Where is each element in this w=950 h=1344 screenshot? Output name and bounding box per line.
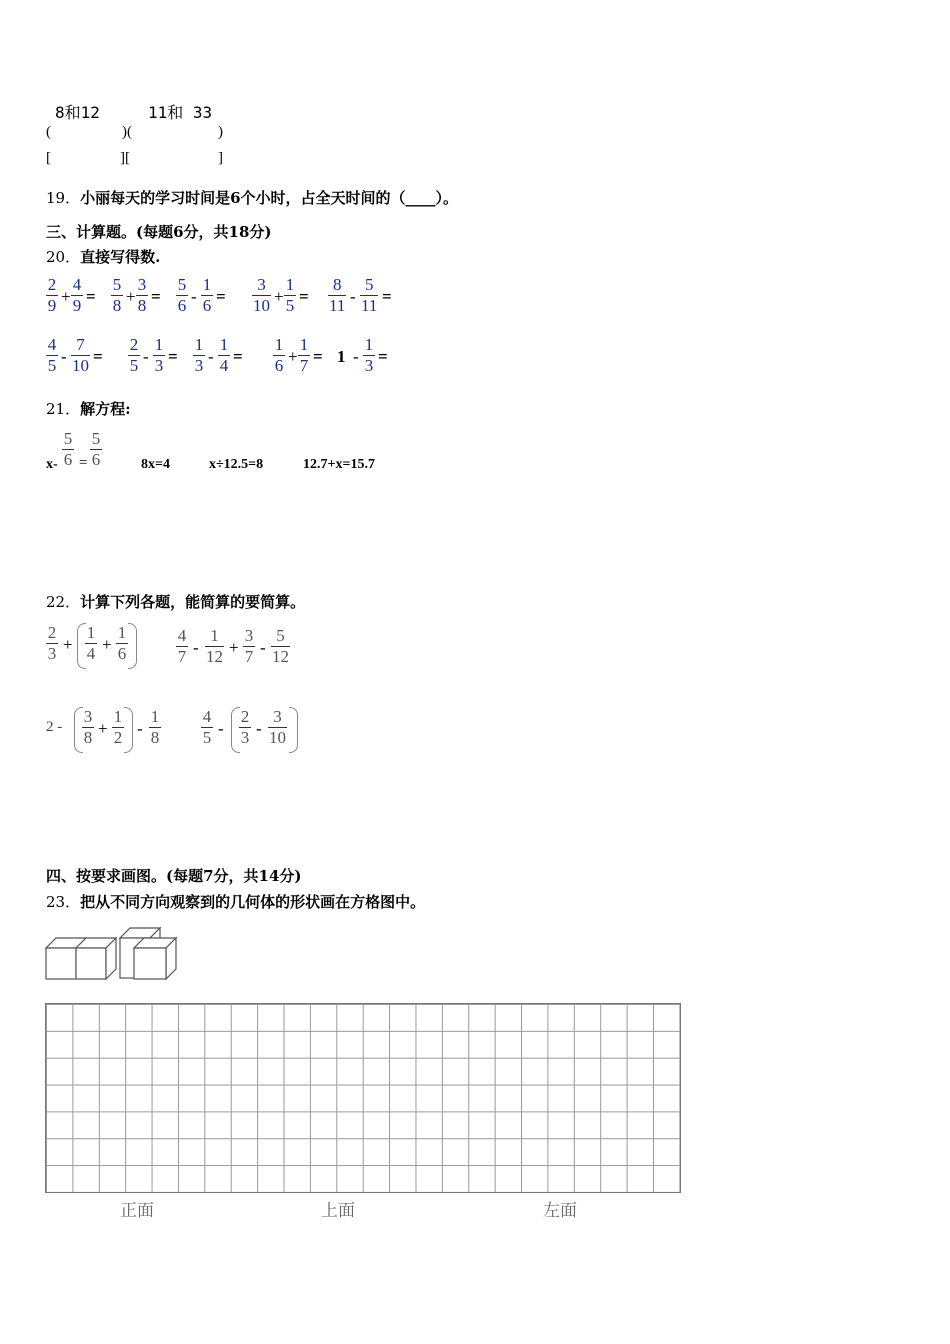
calc-equals: = xyxy=(86,287,96,306)
question-text: 直接写得数. xyxy=(80,248,161,266)
calc-fraction: 4 9 xyxy=(72,275,82,315)
calc-fraction: 3 10 xyxy=(253,275,270,315)
calc-equals: = xyxy=(378,347,388,366)
calc-operator: - xyxy=(208,347,214,366)
calc-operator: - xyxy=(350,287,356,306)
expr-2-fraction-2: 1 12 xyxy=(206,626,223,666)
question-number: 23． xyxy=(46,893,81,911)
answer-paren-open: ( xyxy=(46,124,51,140)
calc-equals: = xyxy=(93,347,103,366)
answer-bracket-mid: ][ xyxy=(120,150,130,166)
expr-1-paren-right xyxy=(128,623,137,669)
question-number: 21． xyxy=(46,400,81,418)
grid-label-left: 左面 xyxy=(543,1201,577,1221)
calc-fraction: 5 8 xyxy=(112,275,122,315)
question-text: 把从不同方向观察到的几何体的形状画在方格图中。 xyxy=(80,893,426,911)
expr-1-operator: + xyxy=(63,635,73,654)
equation-1-equals: = xyxy=(79,455,88,471)
expr-3-fraction-1: 3 8 xyxy=(83,707,93,747)
expr-2-operator: - xyxy=(193,638,199,657)
calc-fraction: 2 9 xyxy=(47,275,57,315)
calc-fraction: 1 4 xyxy=(219,335,229,375)
question-19 xyxy=(46,187,458,208)
calc-operator: - xyxy=(191,287,197,306)
expr-3-operator: - xyxy=(137,719,143,738)
expr-4-fraction-3: 3 10 xyxy=(269,707,286,747)
expr-3-fraction-3: 1 8 xyxy=(150,707,160,747)
calc-operator: - xyxy=(353,347,359,366)
calc-equals: = xyxy=(313,347,323,366)
calc-fraction: 5 6 xyxy=(177,275,187,315)
calc-fraction: 1 3 xyxy=(364,335,374,375)
question-20 xyxy=(46,246,160,267)
number-pair-2: 11和 33 xyxy=(148,103,213,122)
calc-fraction: 1 3 xyxy=(194,335,204,375)
calc-operator: + xyxy=(126,287,136,306)
answer-bracket-open: [ xyxy=(46,150,51,166)
calc-fraction: 1 6 xyxy=(202,275,212,315)
expr-3-lead: 2 - xyxy=(46,719,63,735)
expr-4-fraction-2: 2 3 xyxy=(240,707,250,747)
expr-1-fraction-3: 1 6 xyxy=(117,623,127,663)
expr-4-fraction-1: 4 5 xyxy=(202,707,212,747)
expr-3-paren-right xyxy=(124,707,133,753)
equation-4: 12.7+x=15.7 xyxy=(303,457,375,472)
expr-4-operator: - xyxy=(256,719,262,738)
question-text: 计算下列各题，能简算的要简算。 xyxy=(80,593,306,611)
expr-4-paren-right xyxy=(289,707,298,753)
grid-label-top: 上面 xyxy=(321,1201,355,1221)
calc-fraction: 1 7 xyxy=(299,335,309,375)
expr-2-fraction-1: 4 7 xyxy=(177,626,187,666)
calc-fraction: 2 5 xyxy=(129,335,139,375)
calc-operator: + xyxy=(288,347,298,366)
calc-operator: + xyxy=(61,287,71,306)
question-22 xyxy=(46,591,305,612)
calc-fraction: 7 10 xyxy=(72,335,89,375)
question-text: 解方程: xyxy=(80,400,131,418)
equation-2: 8x=4 xyxy=(141,457,170,472)
expr-1-operator: + xyxy=(102,635,112,654)
calc-operator: - xyxy=(143,347,149,366)
answer-paren-close: ) xyxy=(218,124,223,140)
calc-equals: = xyxy=(216,287,226,306)
expr-2-fraction-4: 5 12 xyxy=(272,626,289,666)
section-3-title: 三、计算题。(每题6分，共18分) xyxy=(46,223,272,241)
calc-equals: = xyxy=(151,287,161,306)
expr-2-operator: + xyxy=(229,638,239,657)
expr-2-fraction-3: 3 7 xyxy=(244,626,254,666)
equation-1-fraction-2: 5 6 xyxy=(91,429,101,469)
question-21 xyxy=(46,398,131,419)
calc-fraction: 1 5 xyxy=(285,275,295,315)
calc-operator: + xyxy=(274,287,284,306)
calc-equals: = xyxy=(299,287,309,306)
drawing-grid[interactable] xyxy=(45,1003,681,1193)
calc-equals: = xyxy=(382,287,392,306)
calc-integer: 1 xyxy=(337,347,346,366)
cube-figure xyxy=(44,918,184,982)
grid-label-front: 正面 xyxy=(120,1201,154,1221)
expr-1-fraction-1: 2 3 xyxy=(47,623,57,663)
expr-4-operator: - xyxy=(218,719,224,738)
question-23 xyxy=(46,891,425,912)
calc-equals: = xyxy=(233,347,243,366)
equation-1-prefix: x- xyxy=(46,457,58,472)
answer-bracket-close: ] xyxy=(218,150,223,166)
expr-3-fraction-2: 1 2 xyxy=(113,707,123,747)
calc-fraction: 4 5 xyxy=(47,335,57,375)
calc-fraction: 1 3 xyxy=(154,335,164,375)
question-text: 小丽每天的学习时间是6个小时，占全天时间的（____）。 xyxy=(80,189,459,207)
section-4-title: 四、按要求画图。(每题7分，共14分) xyxy=(46,867,302,885)
calc-fraction: 8 11 xyxy=(329,275,346,315)
calc-fraction: 5 11 xyxy=(361,275,378,315)
expr-1-fraction-2: 1 4 xyxy=(86,623,96,663)
calc-fraction: 1 6 xyxy=(274,335,284,375)
calc-fraction: 3 8 xyxy=(137,275,147,315)
expr-3-operator: + xyxy=(98,719,108,738)
expr-2-operator: - xyxy=(260,638,266,657)
calc-equals: = xyxy=(168,347,178,366)
question-number: 22． xyxy=(46,593,81,611)
question-number: 19． xyxy=(46,189,81,207)
number-pair-1: 8和12 xyxy=(55,103,100,122)
equation-3: x÷12.5=8 xyxy=(209,457,264,472)
question-number: 20． xyxy=(46,248,81,266)
equation-1-fraction-1: 5 6 xyxy=(63,429,73,469)
calc-operator: - xyxy=(61,347,67,366)
answer-paren-mid: )( xyxy=(122,124,132,140)
